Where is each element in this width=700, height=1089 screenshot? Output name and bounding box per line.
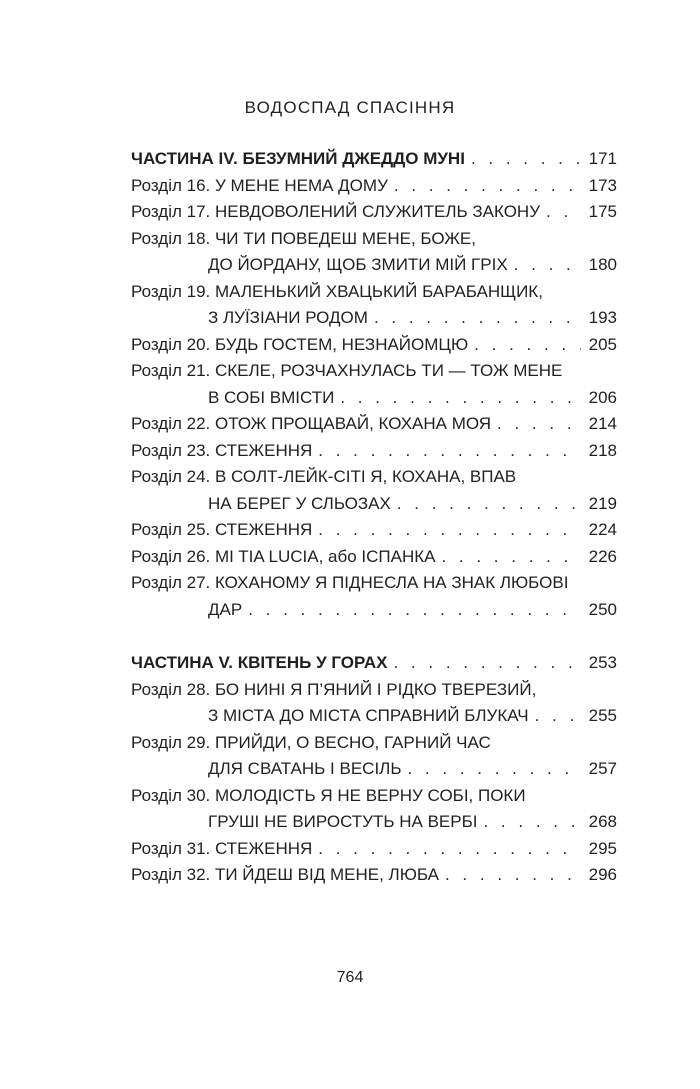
toc-chapter-entry	[131, 730, 617, 783]
toc-chapter-entry	[131, 677, 617, 730]
toc-line	[131, 783, 617, 810]
page-number: 764	[336, 969, 364, 986]
toc-line	[131, 756, 617, 783]
toc-chapter-entry	[131, 783, 617, 836]
toc-chapter-entry	[131, 862, 617, 889]
toc-page-number: 175	[588, 202, 617, 221]
toc-page-number: 214	[588, 414, 617, 433]
toc-page-number: 205	[588, 334, 617, 354]
toc-entry-title: З МІСТА ДО МІСТА СПРАВНИЙ БЛУКАЧ	[208, 706, 529, 725]
dot-leader	[318, 836, 581, 863]
toc-chapter-entry	[131, 173, 617, 200]
toc-page-number: 218	[588, 440, 617, 460]
toc-line	[131, 597, 617, 624]
toc-chapter-entry	[131, 358, 617, 411]
toc-part-heading	[131, 146, 617, 173]
toc-chapter-entry	[131, 332, 617, 359]
toc-entry-title: Розділ 16. У МЕНЕ НЕМА ДОМУ	[131, 175, 388, 195]
toc-entry-title: Розділ 29. ПРИЙДИ, О ВЕСНО, ГАРНИЙ ЧАС	[131, 732, 491, 752]
toc-entry-title: Розділ 17. НЕВДОВОЛЕНИЙ СЛУЖИТЕЛЬ ЗАКОНУ	[131, 202, 540, 221]
toc-chapter-entry	[131, 464, 617, 517]
toc-part-heading	[131, 650, 617, 677]
toc-entry-title: Розділ 19. МАЛЕНЬКИЙ ХВАЦЬКИЙ БАРАБАНЩИК,	[131, 281, 543, 301]
toc-line	[131, 358, 617, 385]
toc-line	[131, 570, 617, 597]
toc-line	[131, 146, 617, 173]
toc-page-number: 268	[588, 812, 617, 831]
dot-leader	[397, 491, 581, 518]
toc-line	[131, 173, 617, 200]
toc-entry-title: Розділ 20. БУДЬ ГОСТЕМ, НЕЗНАЙОМЦЮ	[131, 334, 469, 354]
toc-chapter-entry	[131, 836, 617, 863]
toc-line	[131, 677, 617, 704]
toc-entry-title: ДАР	[208, 599, 243, 619]
toc-chapter-entry	[131, 570, 617, 623]
toc-chapter-entry	[131, 517, 617, 544]
toc-entry-title: ДО ЙОРДАНУ, ЩОБ ЗМИТИ МІЙ ГРІХ	[208, 255, 508, 274]
toc-entry-title: В СОБІ ВМІСТИ	[208, 387, 335, 407]
toc-chapter-entry	[131, 411, 617, 438]
toc-line	[131, 279, 617, 306]
dot-leader	[483, 809, 581, 836]
toc-line	[131, 226, 617, 253]
dot-leader	[407, 756, 581, 783]
toc-entry-title: НА БЕРЕГ У СЛЬОЗАХ	[208, 493, 391, 513]
toc-page-number: 226	[588, 546, 617, 566]
toc-line	[131, 491, 617, 518]
dot-leader	[393, 650, 581, 677]
toc-line	[131, 411, 617, 438]
toc-line	[131, 438, 617, 465]
toc-entry-title: ЧАСТИНА V. КВІТЕНЬ У ГОРАХ	[131, 653, 388, 672]
toc-entry-title: ЧАСТИНА IV. БЕЗУМНИЙ ДЖЕДДО МУНІ	[131, 149, 465, 168]
toc-line	[131, 809, 617, 836]
toc-line	[131, 703, 617, 730]
toc-page-number: 171	[588, 149, 617, 168]
dot-leader	[445, 862, 581, 889]
dot-leader	[340, 385, 581, 412]
toc-page-number: 250	[588, 599, 617, 619]
dot-leader	[471, 146, 581, 173]
toc-entry-title: Розділ 32. ТИ ЙДЕШ ВІД МЕНЕ, ЛЮБА	[131, 865, 439, 884]
table-of-contents	[131, 146, 617, 889]
toc-page-number: 255	[588, 706, 617, 725]
toc-entry-title: Розділ 26. MI TIA LUCIA, або ІСПАНКА	[131, 546, 436, 566]
toc-line	[131, 464, 617, 491]
toc-page-number: 173	[588, 175, 617, 195]
toc-line	[131, 730, 617, 757]
toc-page-number: 206	[588, 387, 617, 407]
toc-chapter-entry	[131, 279, 617, 332]
toc-entry-title: ГРУШІ НЕ ВИРОСТУТЬ НА ВЕРБІ	[208, 812, 478, 831]
toc-page-number: 253	[588, 653, 617, 672]
dot-leader	[441, 544, 581, 571]
toc-entry-title: Розділ 25. СТЕЖЕННЯ	[131, 520, 313, 539]
toc-page-number: 296	[588, 865, 617, 884]
dot-leader	[514, 252, 581, 279]
toc-line	[131, 332, 617, 359]
toc-line	[131, 650, 617, 677]
toc-page-number: 193	[588, 308, 617, 327]
dot-leader	[535, 703, 581, 730]
toc-entry-title: Розділ 27. КОХАНОМУ Я ПІДНЕСЛА НА ЗНАК ЛЮБОВІ	[131, 573, 569, 592]
toc-entry-title: Розділ 31. СТЕЖЕННЯ	[131, 838, 313, 858]
toc-page-number: 295	[588, 838, 617, 858]
toc-entry-title: Розділ 21. СКЕЛЕ, РОЗЧАХНУЛАСЬ ТИ — ТОЖ МЕНЕ	[131, 361, 563, 380]
toc-entry-title: З ЛУЇЗІАНИ РОДОМ	[208, 308, 368, 327]
toc-part	[131, 650, 617, 889]
toc-entry-title: ДЛЯ СВАТАНЬ І ВЕСІЛЬ	[208, 759, 402, 778]
toc-chapter-entry	[131, 544, 617, 571]
toc-line	[131, 199, 617, 226]
toc-line	[131, 305, 617, 332]
dot-leader	[394, 173, 581, 200]
toc-entry-title: Розділ 22. ОТОЖ ПРОЩАВАЙ, КОХАНА МОЯ	[131, 414, 492, 433]
dot-leader	[497, 411, 581, 438]
dot-leader	[318, 517, 581, 544]
toc-line	[131, 252, 617, 279]
dot-leader	[374, 305, 581, 332]
toc-line	[131, 544, 617, 571]
dot-leader	[318, 438, 581, 465]
toc-chapter-entry	[131, 226, 617, 279]
toc-part	[131, 146, 617, 623]
toc-entry-title: Розділ 28. БО НИНІ Я П’ЯНИЙ І РІДКО ТВЕРЕЗИЙ,	[131, 679, 537, 699]
toc-entry-title: Розділ 18. ЧИ ТИ ПОВЕДЕШ МЕНЕ, БОЖЕ,	[131, 228, 476, 248]
dot-leader	[474, 332, 581, 359]
toc-page-number: 257	[588, 759, 617, 778]
toc-line	[131, 836, 617, 863]
toc-entry-title: Розділ 30. МОЛОДІСТЬ Я НЕ ВЕРНУ СОБІ, ПОКИ	[131, 785, 526, 805]
running-head: ВОДОСПАД СПАСІННЯ	[244, 98, 456, 117]
toc-page-number: 219	[588, 493, 617, 513]
toc-line	[131, 517, 617, 544]
dot-leader	[248, 597, 581, 624]
toc-line	[131, 862, 617, 889]
dot-leader	[546, 199, 581, 226]
toc-line	[131, 385, 617, 412]
toc-chapter-entry	[131, 438, 617, 465]
toc-page-number: 224	[588, 520, 617, 539]
toc-chapter-entry	[131, 199, 617, 226]
toc-entry-title: Розділ 24. В СОЛТ-ЛЕЙК-СІТІ Я, КОХАНА, ВПАВ	[131, 467, 517, 486]
toc-entry-title: Розділ 23. СТЕЖЕННЯ	[131, 440, 313, 460]
toc-page-number: 180	[588, 255, 617, 274]
